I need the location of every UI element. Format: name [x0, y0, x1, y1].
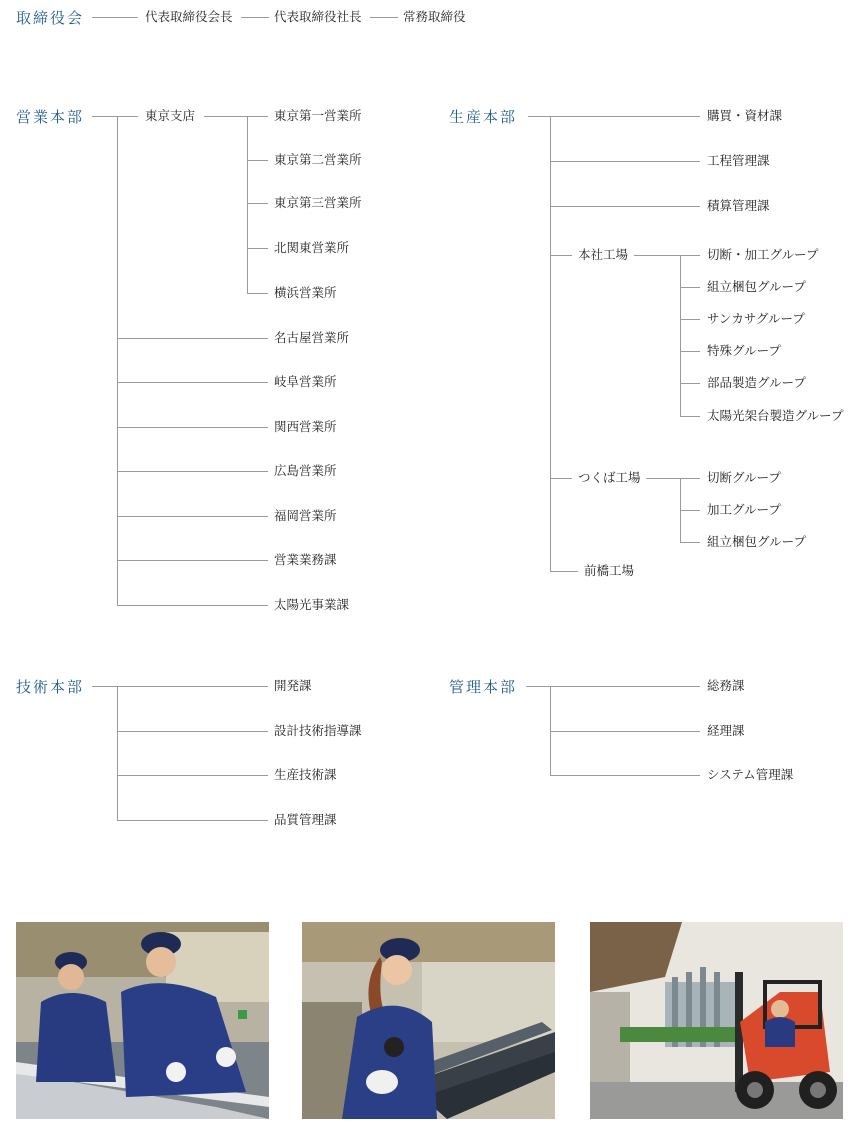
admin-hq-title: 管理本部 — [449, 678, 518, 696]
tsukuba-group-processing: 加工グループ — [707, 502, 782, 517]
connector — [680, 510, 700, 511]
quality-control-section: 品質管理課 — [274, 812, 337, 827]
fukuoka-office: 福岡営業所 — [274, 508, 337, 523]
connector — [247, 203, 268, 204]
photo-forklift-loading — [590, 922, 843, 1119]
tokyo-office-2: 東京第二営業所 — [274, 152, 362, 167]
connector — [526, 686, 700, 687]
honsha-group-cutting-processing: 切断・加工グループ — [707, 247, 819, 262]
connector — [680, 287, 700, 288]
connector — [117, 471, 268, 472]
connector — [92, 17, 138, 18]
estimating-section: 積算管理課 — [707, 198, 770, 213]
sales-hq-trunk — [117, 116, 118, 605]
connector — [117, 605, 268, 606]
tech-hq-title: 技術本部 — [16, 678, 85, 696]
production-hq-title: 生産本部 — [449, 108, 518, 126]
connector — [247, 160, 268, 161]
development-section: 開発課 — [274, 678, 312, 693]
connector — [117, 338, 268, 339]
board-managing-director: 常務取締役 — [403, 9, 466, 24]
connector — [550, 206, 700, 207]
connector — [117, 820, 268, 821]
connector — [680, 351, 700, 352]
honsha-group-sunkasa: サンカサグループ — [707, 311, 805, 326]
connector — [92, 686, 268, 687]
connector — [247, 248, 268, 249]
connector — [680, 416, 700, 417]
accounting-section: 経理課 — [707, 723, 745, 738]
connector — [528, 116, 700, 117]
maebashi-factory: 前橋工場 — [584, 563, 635, 578]
connector — [204, 116, 268, 117]
production-hq-trunk — [550, 116, 551, 571]
gifu-office: 岐阜営業所 — [274, 374, 337, 389]
tokyo-office-3: 東京第三営業所 — [274, 195, 362, 210]
connector — [117, 731, 268, 732]
photo-worker-handling-profiles — [302, 922, 555, 1119]
tsukuba-factory: つくば工場 — [578, 470, 641, 485]
solar-business-section: 太陽光事業課 — [274, 597, 350, 612]
connector — [550, 571, 578, 572]
connector — [370, 17, 398, 18]
connector — [680, 319, 700, 320]
photo-workers-inspecting — [16, 922, 269, 1119]
connector — [241, 17, 269, 18]
sales-hq-title: 営業本部 — [16, 108, 85, 126]
yokohama-office: 横浜営業所 — [274, 285, 337, 300]
connector — [117, 560, 268, 561]
connector — [117, 516, 268, 517]
connector — [634, 255, 700, 256]
hiroshima-office: 広島営業所 — [274, 463, 337, 478]
connector — [550, 478, 572, 479]
connector — [92, 116, 138, 117]
process-control-section: 工程管理課 — [707, 153, 770, 168]
connector — [680, 542, 700, 543]
connector — [680, 383, 700, 384]
general-affairs-section: 総務課 — [707, 678, 745, 693]
connector — [550, 255, 572, 256]
tokyo-branch: 東京支店 — [145, 108, 196, 123]
honsha-group-special: 特殊グループ — [707, 343, 782, 358]
board-president: 代表取締役社長 — [274, 9, 362, 24]
tokyo-office-1: 東京第一営業所 — [274, 108, 362, 123]
kitakanto-office: 北関東営業所 — [274, 240, 350, 255]
board-title: 取締役会 — [16, 9, 85, 27]
design-guidance-section: 設計技術指導課 — [274, 723, 362, 738]
honsha-group-solar-mount: 太陽光架台製造グループ — [707, 408, 844, 423]
connector — [117, 382, 268, 383]
tsukuba-group-cutting: 切断グループ — [707, 470, 782, 485]
connector — [117, 427, 268, 428]
honsha-factory: 本社工場 — [578, 247, 629, 262]
connector — [247, 293, 268, 294]
system-management-section: システム管理課 — [707, 767, 794, 782]
honsha-group-parts: 部品製造グループ — [707, 375, 807, 390]
nagoya-office: 名古屋営業所 — [274, 330, 350, 345]
connector — [550, 775, 700, 776]
connector — [550, 731, 700, 732]
tokyo-branch-trunk — [247, 116, 248, 293]
board-chairman: 代表取締役会長 — [145, 9, 233, 24]
sales-operations-section: 営業業務課 — [274, 552, 337, 567]
kansai-office: 関西営業所 — [274, 419, 337, 434]
connector — [550, 161, 700, 162]
purchasing-section: 購買・資材課 — [707, 108, 783, 123]
connector — [117, 775, 268, 776]
connector — [646, 478, 700, 479]
production-engineering-section: 生産技術課 — [274, 767, 337, 782]
tsukuba-group-assembly-packing: 組立梱包グループ — [707, 534, 807, 549]
honsha-factory-trunk — [680, 255, 681, 416]
honsha-group-assembly-packing: 組立梱包グループ — [707, 279, 807, 294]
tech-hq-trunk — [117, 686, 118, 820]
